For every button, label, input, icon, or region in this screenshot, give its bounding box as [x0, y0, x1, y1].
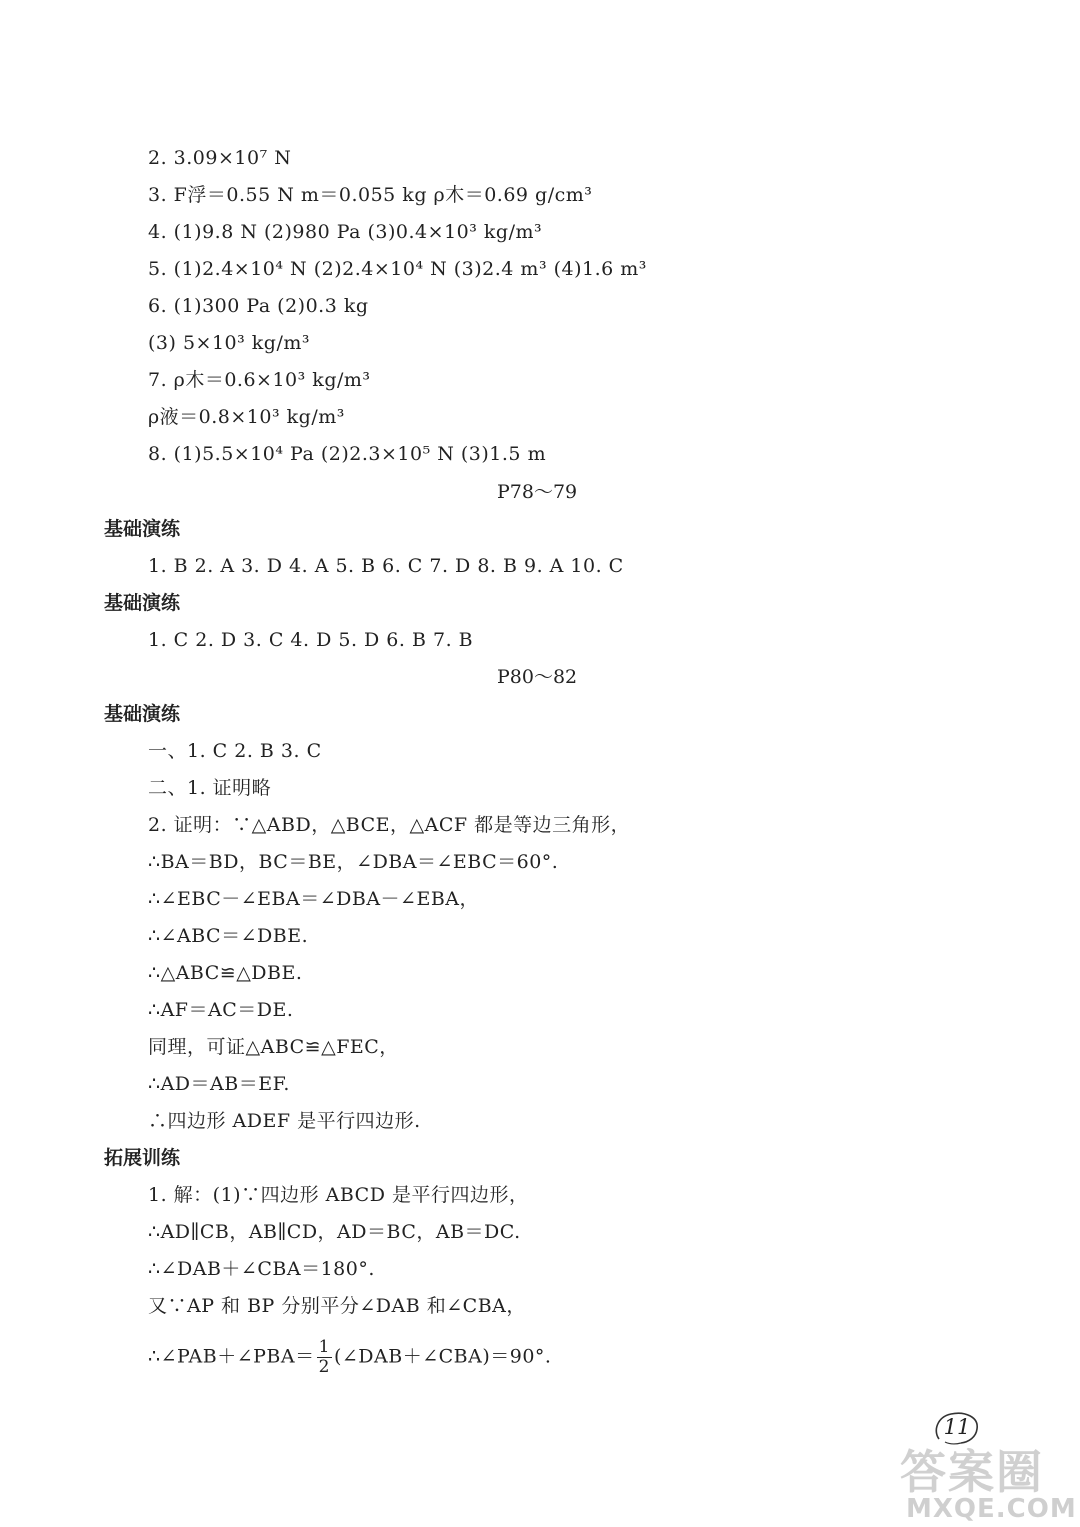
solution-line: 又∵AP 和 BP 分别平分∠DAB 和∠CBA，: [148, 1295, 526, 1317]
fraction-prefix: ∴∠PAB＋∠PBA＝: [148, 1345, 315, 1368]
solution-line-fraction: [148, 1338, 551, 1377]
answer-line-2: 2. 3.09×10⁷ N: [148, 147, 292, 169]
proof-line: ∴BA＝BD，BC＝BE，∠DBA＝∠EBC＝60°.: [148, 851, 559, 873]
solution-line: 1. 解：(1)∵四边形 ABCD 是平行四边形，: [148, 1184, 529, 1206]
watermark: [898, 1432, 1080, 1527]
proof-line: 一、1. C 2. B 3. C: [148, 740, 322, 762]
answer-line-7: 7. ρ木＝0.6×10³ kg/m³: [148, 369, 371, 391]
solution-line: ∴∠DAB＋∠CBA＝180°.: [148, 1258, 375, 1280]
fraction: [317, 1338, 332, 1377]
proof-line: 二、1. 证明略: [148, 777, 272, 799]
choice-answers: 1. B 2. A 3. D 4. A 5. B 6. C 7. D 8. B 9. A 10. C: [148, 555, 624, 577]
fraction-numerator: 1: [318, 1337, 330, 1357]
fraction-suffix: (∠DAB＋∠CBA)＝90°.: [333, 1345, 552, 1368]
answer-line-3: 3. F浮＝0.55 N m＝0.055 kg ρ木＝0.69 g/cm³: [148, 184, 593, 206]
proof-line: ∴AF＝AC＝DE.: [148, 999, 294, 1021]
section-heading: 基础演练: [104, 518, 181, 540]
section-heading: 拓展训练: [104, 1147, 181, 1169]
proof-line: ∴∠EBC－∠EBA＝∠DBA－∠EBA，: [148, 888, 480, 910]
answer-line-5: 5. (1)2.4×10⁴ N (2)2.4×10⁴ N (3)2.4 m³ (4)1.6 m³: [148, 258, 647, 280]
proof-line: ∴∠ABC＝∠DBE.: [148, 925, 309, 947]
answer-line-4: 4. (1)9.8 N (2)980 Pa (3)0.4×10³ kg/m³: [148, 221, 543, 243]
answer-line-6: 6. (1)300 Pa (2)0.3 kg: [148, 295, 369, 317]
watermark-logo: 答案圈: [900, 1445, 1044, 1499]
fraction-denominator: 2: [318, 1357, 330, 1377]
proof-line: ∴AD＝AB＝EF.: [148, 1073, 290, 1095]
solution-line: ∴AD∥CB，AB∥CD，AD＝BC，AB＝DC.: [148, 1221, 521, 1243]
section-heading: 基础演练: [104, 703, 181, 725]
watermark-url: MXQE.COM: [906, 1494, 1077, 1524]
answer-line-6-3: (3) 5×10³ kg/m³: [148, 332, 311, 354]
page-reference: P80～82: [497, 666, 578, 688]
proof-line: ∴四边形 ADEF 是平行四边形.: [148, 1110, 421, 1132]
page-reference: P78～79: [497, 481, 578, 503]
answer-line-7b: ρ液＝0.8×10³ kg/m³: [148, 406, 345, 428]
page-number-text: 11: [943, 1415, 971, 1439]
answer-line-8: 8. (1)5.5×10⁴ Pa (2)2.3×10⁵ N (3)1.5 m: [148, 443, 547, 465]
choice-answers: 1. C 2. D 3. C 4. D 5. D 6. B 7. B: [148, 629, 474, 651]
proof-line: ∴△ABC≌△DBE.: [148, 962, 303, 984]
proof-line: 2. 证明：∵△ABD，△BCE，△ACF 都是等边三角形，: [148, 814, 631, 836]
proof-line: 同理，可证△ABC≌△FEC，: [148, 1036, 399, 1058]
section-heading: 基础演练: [104, 592, 181, 614]
